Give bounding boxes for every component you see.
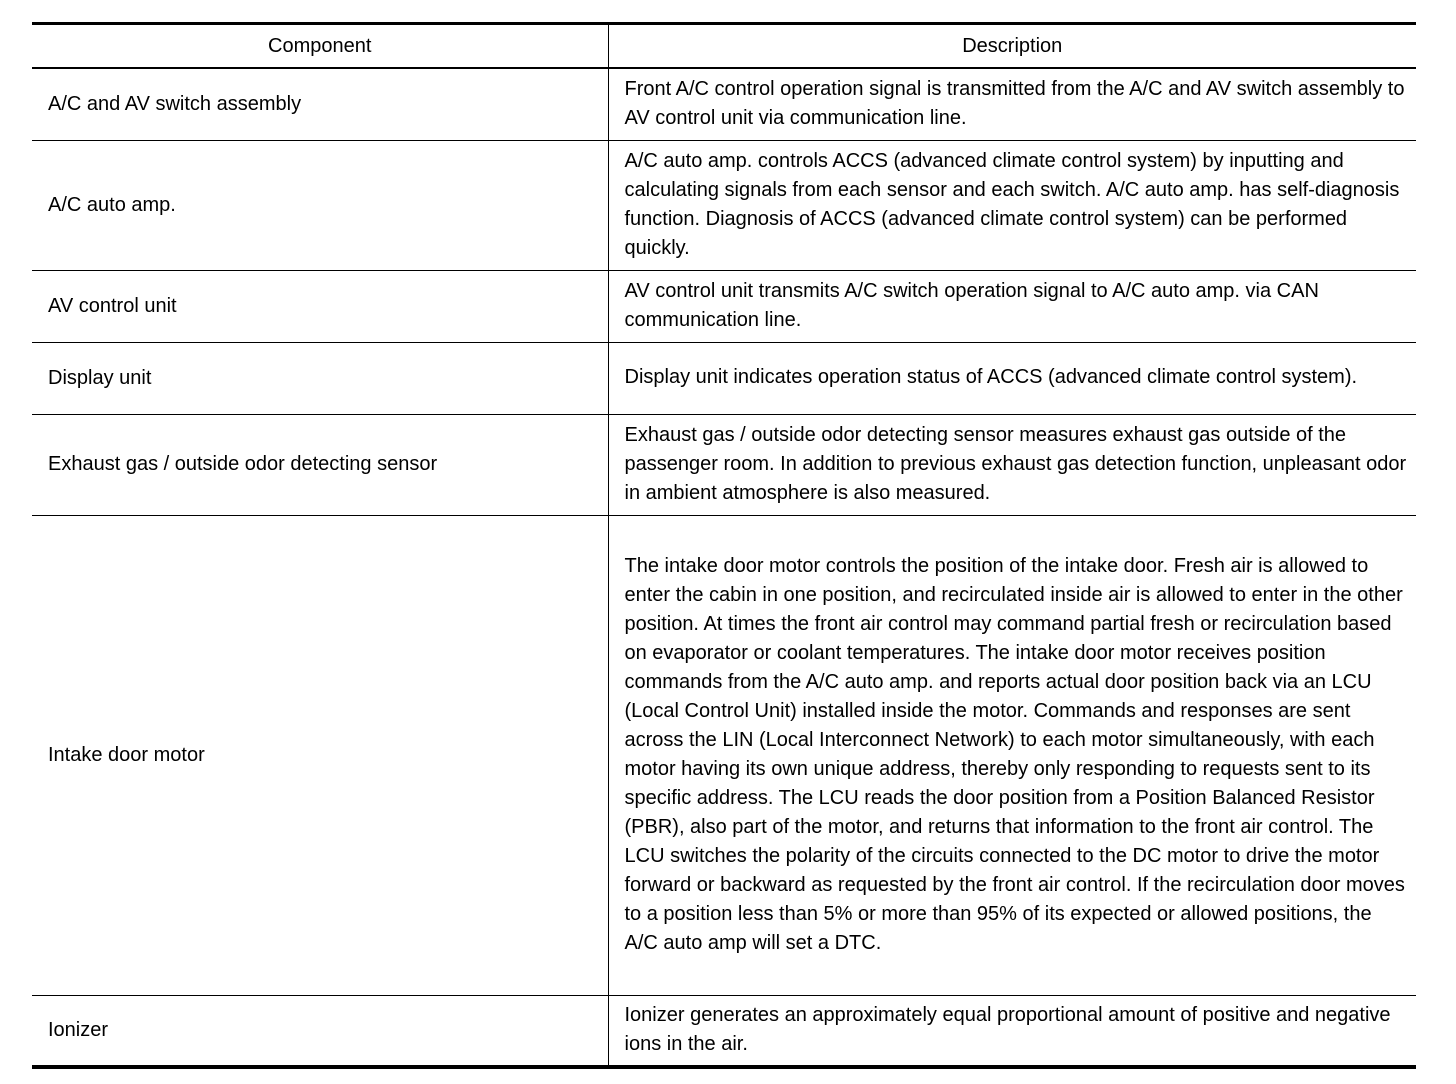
- table-row: [32, 414, 1416, 515]
- description-cell: Exhaust gas / outside odor detecting sensor measures exhaust gas outside of the passenger room. In addition to previous exhaust gas detection function, unpleasant odor in ambient atmosphere is also measured.: [608, 414, 1416, 515]
- table-row: [32, 140, 1416, 270]
- description-cell: Front A/C control operation signal is transmitted from the A/C and AV switch assembly to AV control unit via communication line.: [608, 68, 1416, 140]
- component-description-table-wrapper: [32, 22, 1416, 1069]
- description-cell: AV control unit transmits A/C switch operation signal to A/C auto amp. via CAN communication line.: [608, 270, 1416, 342]
- component-cell: A/C auto amp.: [32, 140, 608, 270]
- header-description: Description: [608, 24, 1416, 69]
- component-cell: Display unit: [32, 342, 608, 414]
- table-body: [32, 68, 1416, 1067]
- component-cell: Intake door motor: [32, 515, 608, 995]
- description-cell: Ionizer generates an approximately equal proportional amount of positive and negative ions in the air.: [608, 995, 1416, 1067]
- table-row: [32, 68, 1416, 140]
- description-cell: The intake door motor controls the position of the intake door. Fresh air is allowed to enter the cabin in one position, and recirculated inside air is allowed to enter in the other position. At times the front air control may command partial fresh or recirculation based on evaporator or coolant temperatures. The intake door motor receives position commands from the A/C auto amp. and reports actual door position back via an LCU (Local Control Unit) installed inside the motor. Commands and responses are sent across the LIN (Local Interconnect Network) to each motor simultaneously, with each motor having its own unique address, thereby only responding to requests sent to its specific address. The LCU reads the door position from a Position Balanced Resistor (PBR), also part of the motor, and returns that information to the front air control. The LCU switches the polarity of the circuits connected to the DC motor to drive the motor forward or backward as requested by the front air control. If the recirculation door moves to a position less than 5% or more than 95% of its expected or allowed positions, the A/C auto amp will set a DTC.: [608, 515, 1416, 995]
- description-cell: Display unit indicates operation status of ACCS (advanced climate control system).: [608, 342, 1416, 414]
- table-row: [32, 515, 1416, 995]
- component-description-table: [32, 22, 1416, 1069]
- table-row: [32, 270, 1416, 342]
- table-header: [32, 24, 1416, 69]
- table-row: [32, 342, 1416, 414]
- component-cell: A/C and AV switch assembly: [32, 68, 608, 140]
- table-row: [32, 995, 1416, 1067]
- component-cell: AV control unit: [32, 270, 608, 342]
- component-cell: Exhaust gas / outside odor detecting sensor: [32, 414, 608, 515]
- header-component: Component: [32, 24, 608, 69]
- component-cell: Ionizer: [32, 995, 608, 1067]
- header-row: [32, 24, 1416, 69]
- description-cell: A/C auto amp. controls ACCS (advanced climate control system) by inputting and calculating signals from each sensor and each switch. A/C auto amp. has self-diagnosis function. Diagnosis of ACCS (advanced climate control system) can be performed quickly.: [608, 140, 1416, 270]
